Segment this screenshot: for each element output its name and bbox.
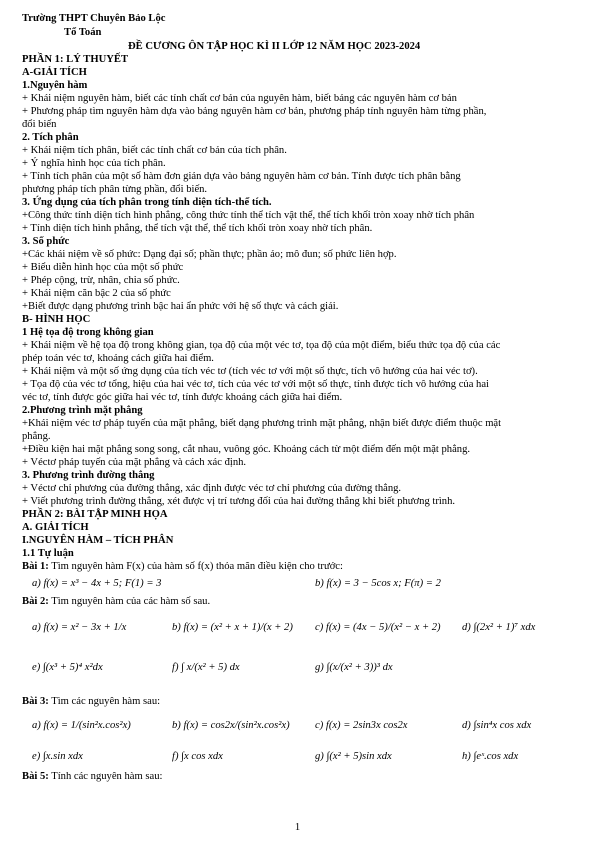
part2-heading: PHẦN 2: BÀI TẬP MINH HỌA	[22, 509, 168, 520]
exercise-3-statement	[22, 696, 160, 708]
school-name: Trường THPT Chuyên Bảo Lộc	[22, 13, 166, 24]
section-heading: A. GIẢI TÍCH	[22, 522, 89, 533]
text-line: + Khái niệm căn bậc 2 của số phức	[22, 288, 171, 299]
text-line: + Khái niệm và một số ứng dụng của tích véc tơ (tích véc tơ với một số thực, tích vô hướng của hai véc tơ).	[22, 366, 478, 377]
page-number: 1	[294, 822, 301, 833]
subsection-heading: 3. Phương trình đường thẳng	[22, 470, 155, 481]
exercise-text: Tìm các nguyên hàm sau:	[48, 696, 161, 707]
exercise-2e: e) ∫(x³ + 5)⁴ x²dx	[32, 662, 103, 673]
text-line: + Ý nghĩa hình học của tích phân.	[22, 158, 166, 169]
part1-heading: PHẦN 1: LÝ THUYẾT	[22, 54, 129, 65]
exercise-1-statement	[22, 561, 343, 573]
section-b-heading: B- HÌNH HỌC	[22, 314, 91, 325]
exercise-2b: b) f(x) = (x² + x + 1)/(x + 2)	[172, 622, 293, 633]
exercise-label: Bài 1:	[22, 561, 49, 572]
exercise-3g: g) ∫(x² + 5)sin xdx	[315, 751, 392, 762]
exercise-label: Bài 3:	[22, 696, 49, 707]
exercise-3c: c) f(x) = 2sin3x cos2x	[315, 720, 408, 731]
text-line: + Véctơ pháp tuyến của mặt phẳng và cách xác định.	[22, 457, 247, 468]
subsection-heading: 2. Tích phân	[22, 132, 79, 143]
text-line: phẳng.	[22, 431, 51, 442]
subsection-heading: 3. Số phức	[22, 236, 70, 247]
text-line: +Điều kiện hai mặt phẳng song song, cắt nhau, vuông góc. Khoảng cách từ một điểm đến một mặt phẳng.	[22, 444, 471, 455]
text-line: phép toán véc tơ, khoảng cách giữa hai điểm.	[22, 353, 214, 364]
exercise-1b: b) f(x) = 3 − 5cos x; F(π) = 2	[315, 578, 441, 589]
text-line: + Khái niệm tích phân, biết các tính chất cơ bản của tích phân.	[22, 145, 287, 156]
exercise-2d: d) ∫(2x² + 1)⁷ xdx	[462, 622, 536, 633]
exercise-text: Tìm nguyên hàm của các hàm số sau.	[48, 596, 211, 607]
text-line: +Các khái niệm về số phức: Dạng đại số; phần thực; phần ảo; mô đun; số phức liên hợp.	[22, 249, 397, 260]
exercise-5-statement	[22, 771, 162, 783]
exercise-2g: g) ∫(x/(x² + 3))³ dx	[315, 662, 393, 673]
text-line: +Biết được dạng phương trình bậc hai ẩn phức với hệ số thực và cách giải.	[22, 301, 339, 312]
exercise-text: Tìm nguyên hàm F(x) của hàm số f(x) thỏa mãn điều kiện cho trước:	[48, 561, 343, 572]
exercise-2c: c) f(x) = (4x − 5)/(x² − x + 2)	[315, 622, 441, 633]
text-line: véc tơ, tính được góc giữa hai véc tơ, tính được khoảng cách giữa hai điểm.	[22, 392, 343, 403]
exercise-2-statement	[22, 596, 210, 608]
group-name: Tổ Toán	[64, 27, 102, 38]
text-line: + Phép cộng, trừ, nhân, chia số phức.	[22, 275, 180, 286]
exercise-3e: e) ∫x.sin xdx	[32, 751, 83, 762]
exercise-3h: h) ∫eˣ.cos xdx	[462, 751, 519, 762]
subsection-heading: 2.Phương trình mặt phẳng	[22, 405, 143, 416]
text-line: + Viết phương trình đường thẳng, xét được vị trí tương đối của hai đường thẳng khi biết phương trình.	[22, 496, 456, 507]
text-line: + Tọa độ của véc tơ tổng, hiệu của hai véc tơ, tích của véc tơ với một số thực, tính được tích vô hướng của hai	[22, 379, 489, 390]
exercise-2f: f) ∫ x/(x² + 5) dx	[172, 662, 240, 673]
text-line: + Phương pháp tìm nguyên hàm dựa vào bảng nguyên hàm cơ bản, phương pháp tính nguyên hàm từng phần,	[22, 106, 487, 117]
exercise-text: Tính các nguyên hàm sau:	[48, 771, 163, 782]
exercise-label: Bài 5:	[22, 771, 49, 782]
exercise-3f: f) ∫x cos xdx	[172, 751, 223, 762]
section-a-heading: A-GIẢI TÍCH	[22, 67, 87, 78]
exercise-3a: a) f(x) = 1/(sin²x.cos²x)	[32, 720, 131, 731]
text-line: +Công thức tính diện tích hình phẳng, công thức tính thể tích vật thể, thể tích khối tròn xoay nhờ tích phân	[22, 210, 475, 221]
text-line: + Tính diện tích hình phẳng, thể tích vật thể, thể tích khối tròn xoay nhờ tích phân.	[22, 223, 373, 234]
text-line: + Khái niệm nguyên hàm, biết các tính chất cơ bản của nguyên hàm, biết bảng các nguyên hàm cơ bản	[22, 93, 457, 104]
text-line: +Khái niệm véc tơ pháp tuyến của mặt phẳng, biết dạng phương trình mặt phẳng, nhận biết được điểm thuộc mặt	[22, 418, 502, 429]
section-heading: I.NGUYÊN HÀM – TÍCH PHÂN	[22, 535, 174, 546]
text-line: + Tính tích phân của một số hàm đơn giản dựa vào bảng nguyên hàm cơ bản. Tính được tích phân bằng	[22, 171, 461, 182]
subsection-heading: 1.Nguyên hàm	[22, 80, 88, 91]
text-line: + Biểu diễn hình học của một số phức	[22, 262, 184, 273]
text-line: phương pháp tích phân từng phần, đổi biến.	[22, 184, 208, 195]
exercise-3b: b) f(x) = cos2x/(sin²x.cos²x)	[172, 720, 290, 731]
text-line: đổi biến	[22, 119, 57, 130]
subsection-heading: 3. Ứng dụng của tích phân trong tính diện tích-thể tích.	[22, 197, 272, 208]
exercise-1a: a) f(x) = x³ − 4x + 5; F(1) = 3	[32, 578, 162, 589]
exercise-2a: a) f(x) = x² − 3x + 1/x	[32, 622, 127, 633]
text-line: + Véctơ chỉ phương của đường thẳng, xác định được véc tơ chỉ phương của đường thẳng.	[22, 483, 402, 494]
document-title: ĐỀ CƯƠNG ÔN TẬP HỌC KÌ II LỚP 12 NĂM HỌC 2023-2024	[128, 41, 421, 52]
exercise-label: Bài 2:	[22, 596, 49, 607]
section-heading: 1.1 Tự luận	[22, 548, 74, 559]
exercise-3d: d) ∫sin⁴x cos xdx	[462, 720, 532, 731]
text-line: + Khái niệm về hệ tọa độ trong không gian, tọa độ của một véc tơ, tọa độ của một điểm, biểu thức tọa độ của các	[22, 340, 501, 351]
subsection-heading: 1 Hệ tọa độ trong không gian	[22, 327, 154, 338]
